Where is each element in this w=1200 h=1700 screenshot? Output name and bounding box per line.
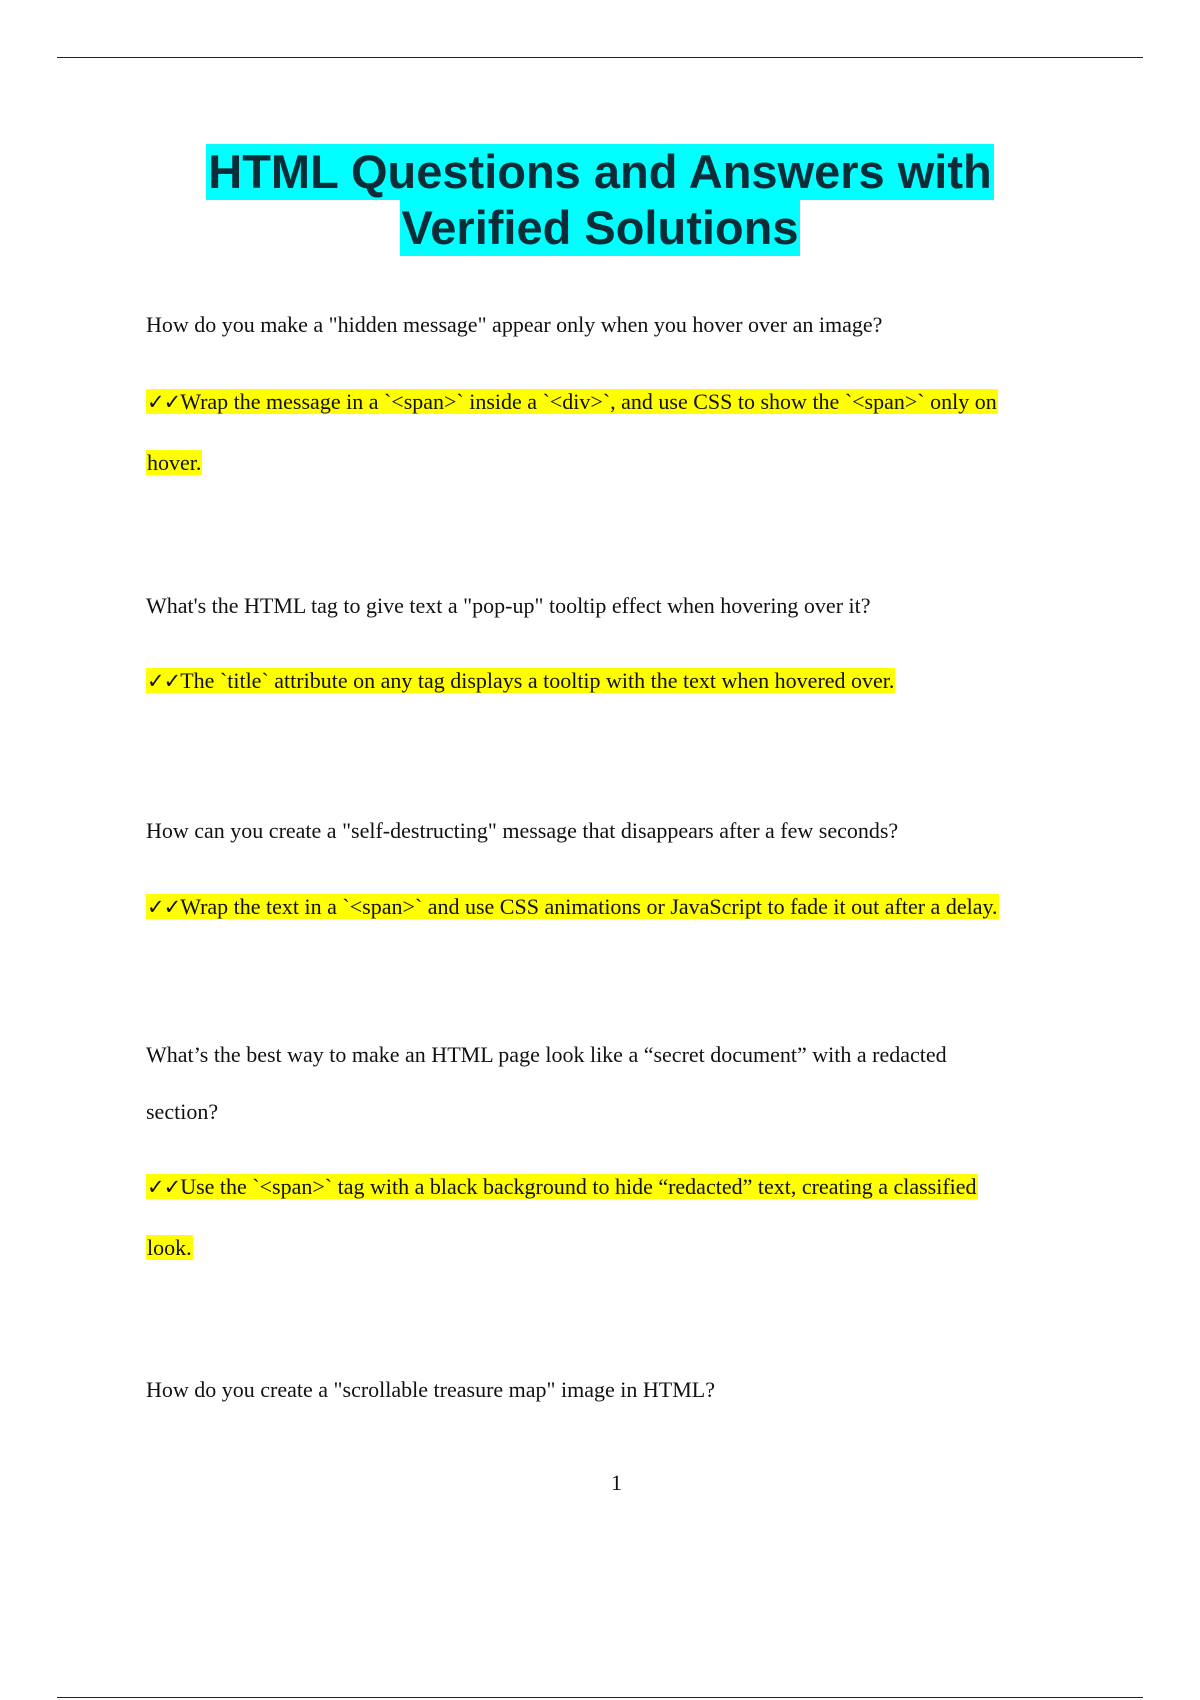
answer-4-line-2	[146, 1235, 193, 1261]
question-2: What's the HTML tag to give text a "pop-up" tooltip effect when hovering over it?	[146, 593, 871, 618]
footer-rule	[57, 1697, 1143, 1698]
question-4-line-1: What’s the best way to make an HTML page look like a “secret document” with a redacted	[146, 1042, 947, 1067]
question-4-line-2: section?	[146, 1099, 219, 1124]
header-rule	[57, 57, 1143, 58]
answer-highlight	[146, 1174, 978, 1199]
answer-3-text: Wrap the text in a `<span>` and use CSS animations or JavaScript to fade it out after a delay.	[180, 894, 998, 919]
answer-highlight: look.	[147, 1235, 192, 1260]
question-5: How do you create a "scrollable treasure map" image in HTML?	[146, 1377, 715, 1402]
title-line-1: HTML Questions and Answers with	[208, 145, 992, 198]
answer-1-line-1	[146, 389, 998, 415]
answer-2-line-1	[146, 668, 895, 694]
answer-highlight	[146, 894, 999, 919]
question-1: How do you make a "hidden message" appear only when you hover over an image?	[146, 312, 883, 337]
answer-highlight: hover.	[147, 450, 202, 475]
answer-1-text: Wrap the message in a `<span>` inside a `<div>`, and use CSS to show the `<span>` only on	[180, 389, 997, 414]
double-check-icon: ✓✓	[147, 390, 181, 414]
page-number: 1	[611, 1470, 622, 1495]
answer-3-line-1	[146, 894, 999, 920]
question-3: How can you create a "self-destructing" message that disappears after a few seconds?	[146, 818, 899, 843]
double-check-icon: ✓✓	[147, 1175, 181, 1199]
answer-2-text: The `title` attribute on any tag displays a tooltip with the text when hovered over.	[180, 668, 895, 693]
title-line-2: Verified Solutions	[401, 201, 799, 254]
answer-1-line-2	[146, 450, 202, 476]
double-check-icon: ✓✓	[147, 895, 181, 919]
double-check-icon: ✓✓	[147, 669, 181, 693]
answer-highlight	[146, 389, 998, 414]
document-title	[0, 144, 1200, 256]
answer-4-text: Use the `<span>` tag with a black background to hide “redacted” text, creating a classified	[180, 1174, 977, 1199]
answer-highlight	[146, 668, 895, 693]
answer-4-line-1	[146, 1174, 978, 1200]
